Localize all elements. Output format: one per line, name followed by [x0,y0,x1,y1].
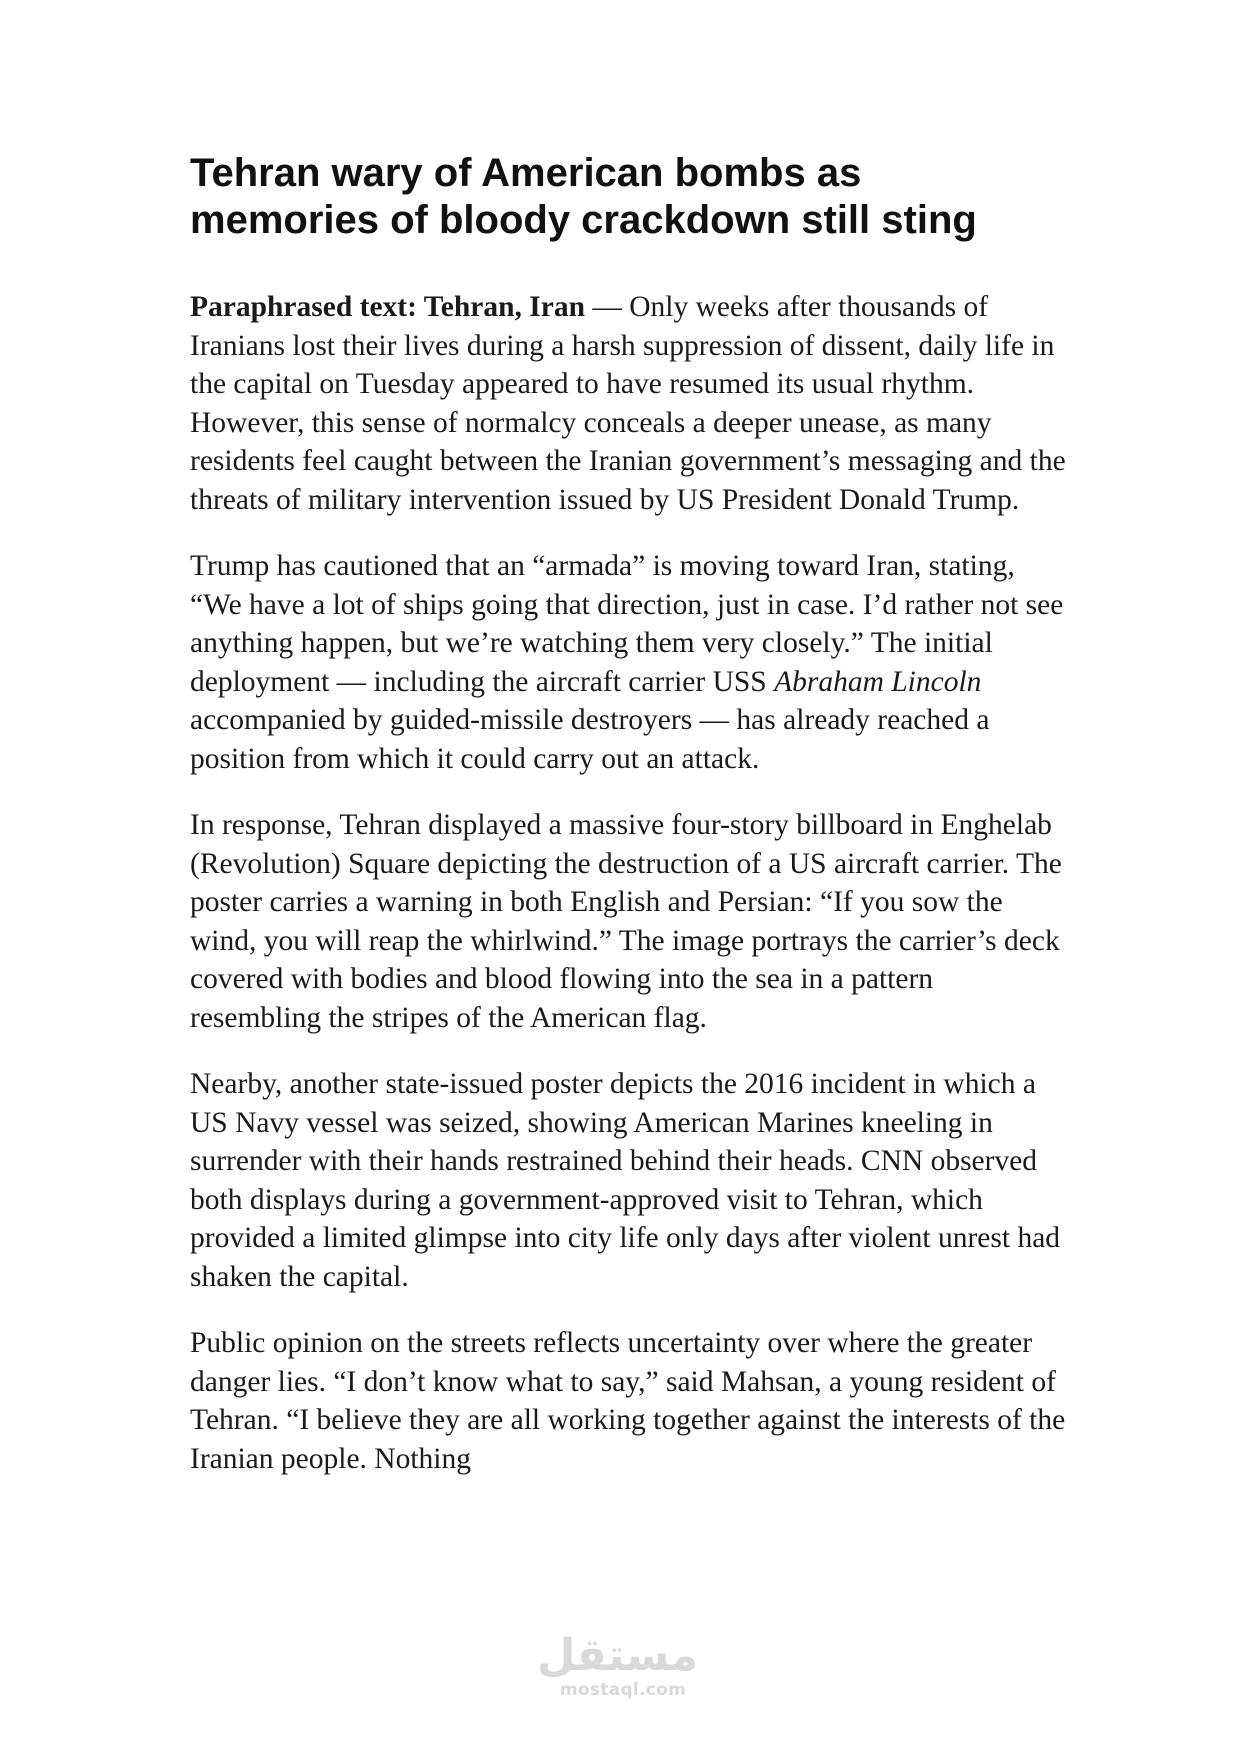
paragraph-2-text-after: accompanied by guided-missile destroyers — has already reached a position from which it could carry out an attack. [190,704,990,775]
article-headline [190,150,1070,244]
article-body [190,288,1070,1478]
headline-line-1: Tehran wary of American bombs as [190,151,862,195]
paragraph-1-lead: Paraphrased text: Tehran, Iran [190,291,585,324]
watermark [537,1630,698,1700]
watermark-logo: مستقل [537,1630,698,1681]
watermark-url: mostaql.com [559,1680,687,1700]
headline-line-2: memories of bloody crackdown still sting [190,198,977,243]
paragraph-2 [190,547,1070,778]
ship-name: Abraham Lincoln [774,665,982,698]
paragraph-5: Public opinion on the streets reflects uncertainty over where the greater danger lies. “I don’t know what to say,” said Mahsan, a young resident of Tehran. “I believe they are all working together against the interests of the Iranian people. Nothing [190,1327,1066,1475]
article [190,150,1070,1506]
paragraph-1 [190,288,1070,519]
paragraph-1-text: — Only weeks after thousands of Iranians lost their lives during a harsh suppression of dissent, daily life in the capital on Tuesday appeared to have resumed its usual rhythm. However, this sense of normalcy conceals a deeper unease, as many residents feel caught between the Iranian government’s messaging and the threats of military intervention issued by US President Donald Trump. [190,291,1066,516]
paragraph-4: Nearby, another state-issued poster depicts the 2016 incident in which a US Navy vessel was seized, showing American Marines kneeling in surrender with their hands restrained behind their heads. CNN observed both displays during a government-approved visit to Tehran, which provided a limited glimpse into city life only days after violent unrest had shaken the capital. [190,1068,1061,1293]
paragraph-2-text-before: Trump has cautioned that an “armada” is moving toward Iran, stating, “We have a lot of ships going that direction, just in case. I’d rather not see anything happen, but we’re watching them very closely.” The initial deployment — including the aircraft carrier USS [190,550,1064,698]
paragraph-3: In response, Tehran displayed a massive four-story billboard in Enghelab (Revolution) Square depicting the destruction of a US aircraft carrier. The poster carries a warning in both English and Persian: “If you sow the wind, you will reap the whirlwind.” The image portrays the carrier’s deck covered with bodies and blood flowing into the sea in a pattern resembling the stripes of the American flag. [190,809,1062,1034]
